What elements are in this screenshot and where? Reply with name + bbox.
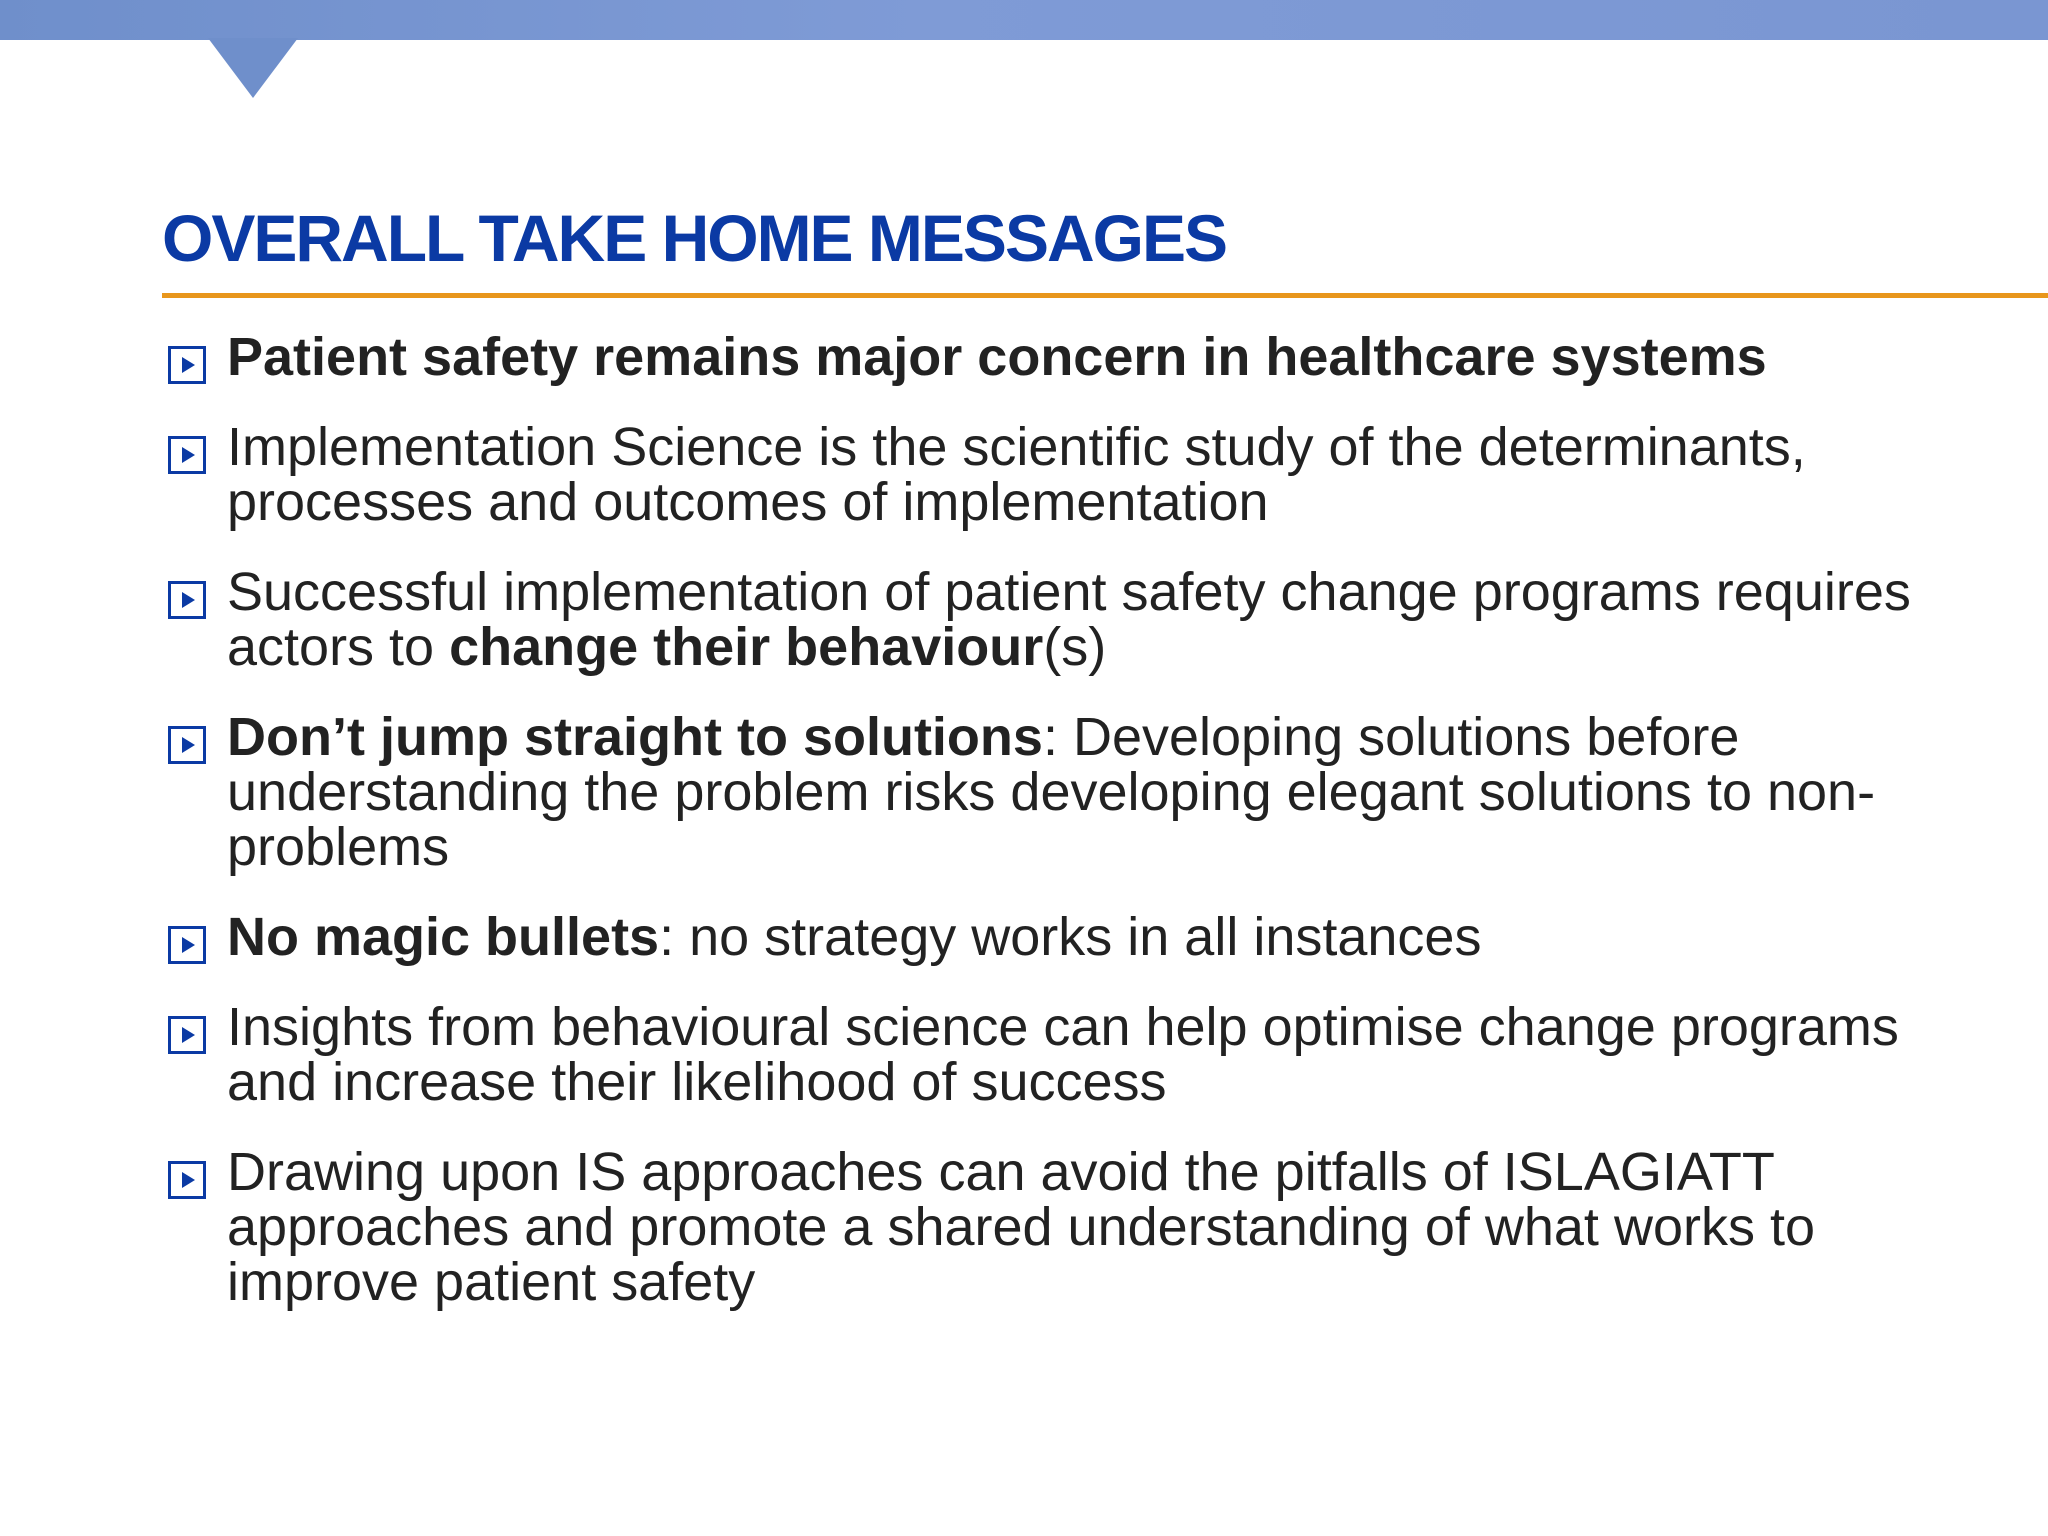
header-notch xyxy=(208,38,298,98)
bullet-text: Implementation Science is the scientific study of the determinants, processes and outcomes of implementation xyxy=(227,417,1806,532)
bullet-text: : Developing solutions before understanding the problem risks developing elegant solutions to non-problems xyxy=(227,707,1876,877)
bullet-item xyxy=(162,327,1922,387)
bullet-item xyxy=(162,707,1922,877)
play-box-icon xyxy=(168,581,206,619)
play-box-icon xyxy=(168,346,206,384)
bullet-text: Insights from behavioural science can help optimise change programs and increase their likelihood of success xyxy=(227,997,1899,1112)
play-box-icon xyxy=(168,1016,206,1054)
bullet-text: Drawing upon IS approaches can avoid the pitfalls of ISLAGIATT approaches and promote a shared understanding of what works to improve patient safety xyxy=(227,1142,1815,1312)
play-box-icon xyxy=(168,1161,206,1199)
header-bar xyxy=(0,0,2048,40)
bullet-item xyxy=(162,1142,1922,1312)
bullet-text: Successful implementation of patient safety change programs requires actors to xyxy=(227,562,1911,677)
slide-title: OVERALL TAKE HOME MESSAGES xyxy=(162,201,1227,275)
bullet-bold-text: No magic bullets xyxy=(227,907,660,967)
bullet-item xyxy=(162,417,1922,532)
play-box-icon xyxy=(168,436,206,474)
bullet-item xyxy=(162,997,1922,1112)
bullet-bold-text: change their behaviour xyxy=(449,617,1044,677)
play-box-icon xyxy=(168,926,206,964)
bullet-item xyxy=(162,907,1922,967)
play-box-icon xyxy=(168,726,206,764)
bullet-text: : no strategy works in all instances xyxy=(659,907,1482,967)
title-underline xyxy=(162,293,2048,298)
bullet-item xyxy=(162,562,1922,677)
bullet-list xyxy=(162,327,1922,1345)
bullet-bold-text: Don’t jump straight to solutions xyxy=(227,707,1043,767)
bullet-bold-text: Patient safety remains major concern in healthcare systems xyxy=(227,327,1767,387)
bullet-text-suffix: (s) xyxy=(1043,617,1107,677)
